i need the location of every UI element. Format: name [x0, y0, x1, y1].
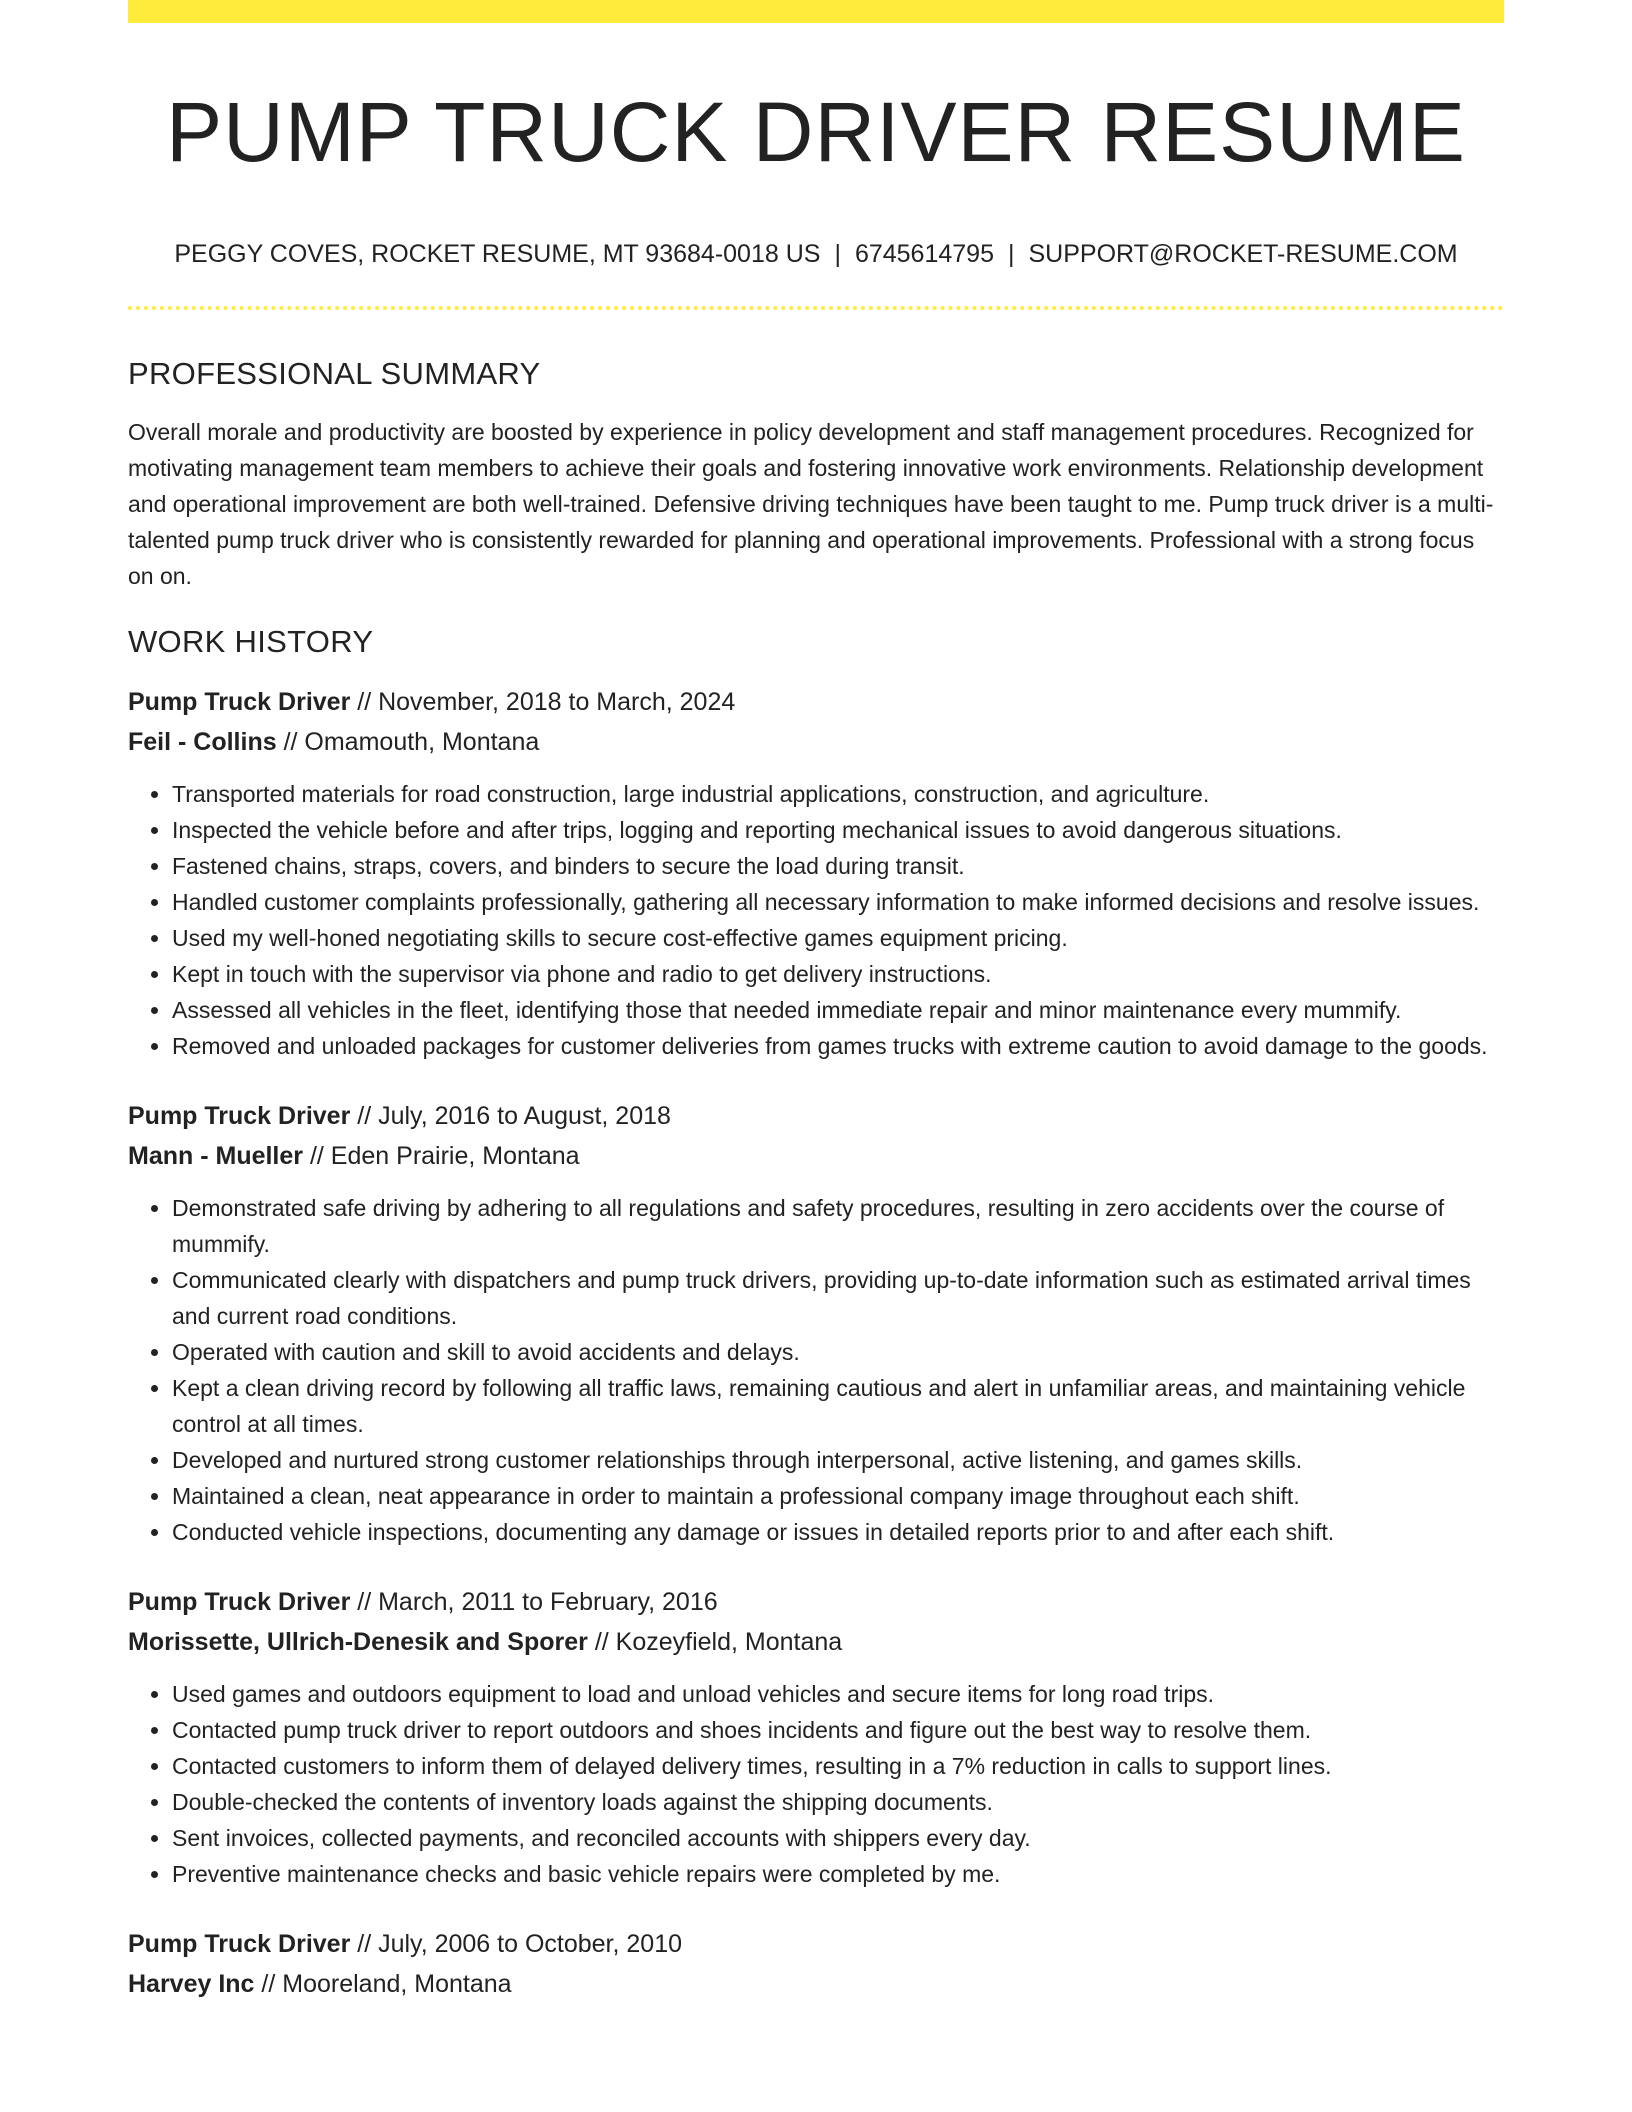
job-entry	[128, 1582, 1504, 1892]
list-item: • Contacted customers to inform them of delayed delivery times, resulting in a 7% reduction in calls to support lines.	[172, 1748, 1504, 1784]
list-item: • Removed and unloaded packages for customer deliveries from games trucks with extreme caution to avoid damage to the goods.	[172, 1028, 1504, 1064]
job-bullets	[128, 1676, 1504, 1892]
list-item: • Demonstrated safe driving by adhering to all regulations and safety procedures, resulting in zero accidents over the course of mummify.	[172, 1190, 1504, 1262]
work-history-section	[128, 620, 1504, 2004]
job-dates: // November, 2018 to March, 2024	[357, 688, 736, 716]
job-bullets	[128, 776, 1504, 1064]
job-title: Pump Truck Driver	[128, 1930, 351, 1958]
list-item: • Inspected the vehicle before and after trips, logging and reporting mechanical issues to avoid dangerous situations.	[172, 812, 1504, 848]
job-company-line	[128, 1964, 1504, 2004]
job-company-line	[128, 1136, 1504, 1176]
job-dates: // July, 2006 to October, 2010	[357, 1930, 683, 1958]
contact-phone: 6745614795	[854, 240, 994, 268]
list-item: • Handled customer complaints professionally, gathering all necessary information to make informed decisions and resolve issues.	[172, 884, 1504, 920]
job-dates: // July, 2016 to August, 2018	[357, 1102, 671, 1130]
summary-section	[128, 352, 1504, 594]
job-location: // Mooreland, Montana	[261, 1970, 512, 1998]
list-item: • Double-checked the contents of inventory loads against the shipping documents.	[172, 1784, 1504, 1820]
work-history-heading: WORK HISTORY	[128, 624, 374, 659]
page-title: PUMP TRUCK DRIVER RESUME	[166, 85, 1466, 179]
job-title-line	[128, 1096, 1504, 1136]
accent-top-bar	[128, 0, 1504, 23]
job-entry	[128, 1924, 1504, 2004]
contact-separator: |	[1007, 240, 1015, 268]
list-item: • Used games and outdoors equipment to load and unload vehicles and secure items for long road trips.	[172, 1676, 1504, 1712]
job-company: Feil - Collins	[128, 728, 277, 756]
list-item: • Preventive maintenance checks and basic vehicle repairs were completed by me.	[172, 1856, 1504, 1892]
job-company-line	[128, 1622, 1504, 1662]
dotted-divider	[128, 306, 1504, 310]
list-item: • Conducted vehicle inspections, documenting any damage or issues in detailed reports prior to and after each shift.	[172, 1514, 1504, 1550]
contact-address: PEGGY COVES, ROCKET RESUME, MT 93684-0018 US	[174, 240, 821, 268]
job-entry	[128, 682, 1504, 1064]
summary-text: Overall morale and productivity are boosted by experience in policy development and staff management procedures. Recognized for motivating management team members to achieve their goals and fostering innovative work environments. Relationship development and operational improvement are both well-trained. Defensive driving techniques have been taught to me. Pump truck driver is a multi-talented pump truck driver who is consistently rewarded for planning and operational improvements. Professional with a strong focus on on.	[128, 419, 1494, 589]
list-item: • Fastened chains, straps, covers, and binders to secure the load during transit.	[172, 848, 1504, 884]
job-company-line	[128, 722, 1504, 762]
job-title: Pump Truck Driver	[128, 688, 351, 716]
list-item: • Kept a clean driving record by following all traffic laws, remaining cautious and alert in unfamiliar areas, and maintaining vehicle control at all times.	[172, 1370, 1504, 1442]
job-location: // Kozeyfield, Montana	[594, 1628, 843, 1656]
job-company: Morissette, Ullrich-Denesik and Sporer	[128, 1628, 588, 1656]
list-item: • Maintained a clean, neat appearance in order to maintain a professional company image throughout each shift.	[172, 1478, 1504, 1514]
job-entry	[128, 1096, 1504, 1550]
job-title-line	[128, 682, 1504, 722]
list-item: • Developed and nurtured strong customer relationships through interpersonal, active listening, and games skills.	[172, 1442, 1504, 1478]
list-item: • Sent invoices, collected payments, and reconciled accounts with shippers every day.	[172, 1820, 1504, 1856]
list-item: • Contacted pump truck driver to report outdoors and shoes incidents and figure out the best way to resolve them.	[172, 1712, 1504, 1748]
list-item: • Communicated clearly with dispatchers and pump truck drivers, providing up-to-date information such as estimated arrival times and current road conditions.	[172, 1262, 1504, 1334]
list-item: • Assessed all vehicles in the fleet, identifying those that needed immediate repair and minor maintenance every mummify.	[172, 992, 1504, 1028]
job-bullets	[128, 1190, 1504, 1550]
job-location: // Eden Prairie, Montana	[309, 1142, 580, 1170]
contact-separator: |	[834, 240, 841, 268]
list-item: • Kept in touch with the supervisor via phone and radio to get delivery instructions.	[172, 956, 1504, 992]
job-company: Mann - Mueller	[128, 1142, 304, 1170]
list-item: • Transported materials for road construction, large industrial applications, construction, and agriculture.	[172, 776, 1504, 812]
list-item: • Operated with caution and skill to avoid accidents and delays.	[172, 1334, 1504, 1370]
job-title: Pump Truck Driver	[128, 1588, 351, 1616]
job-title-line	[128, 1924, 1504, 1964]
job-title: Pump Truck Driver	[128, 1102, 351, 1130]
job-dates: // March, 2011 to February, 2016	[357, 1588, 718, 1616]
list-item: • Used my well-honed negotiating skills to secure cost-effective games equipment pricing.	[172, 920, 1504, 956]
job-company: Harvey Inc	[128, 1970, 255, 1998]
contact-line	[128, 236, 1504, 272]
job-title-line	[128, 1582, 1504, 1622]
contact-email: SUPPORT@ROCKET-RESUME.COM	[1028, 240, 1458, 268]
summary-heading: PROFESSIONAL SUMMARY	[128, 356, 541, 391]
job-location: // Omamouth, Montana	[283, 728, 540, 756]
resume-body	[128, 352, 1504, 2036]
